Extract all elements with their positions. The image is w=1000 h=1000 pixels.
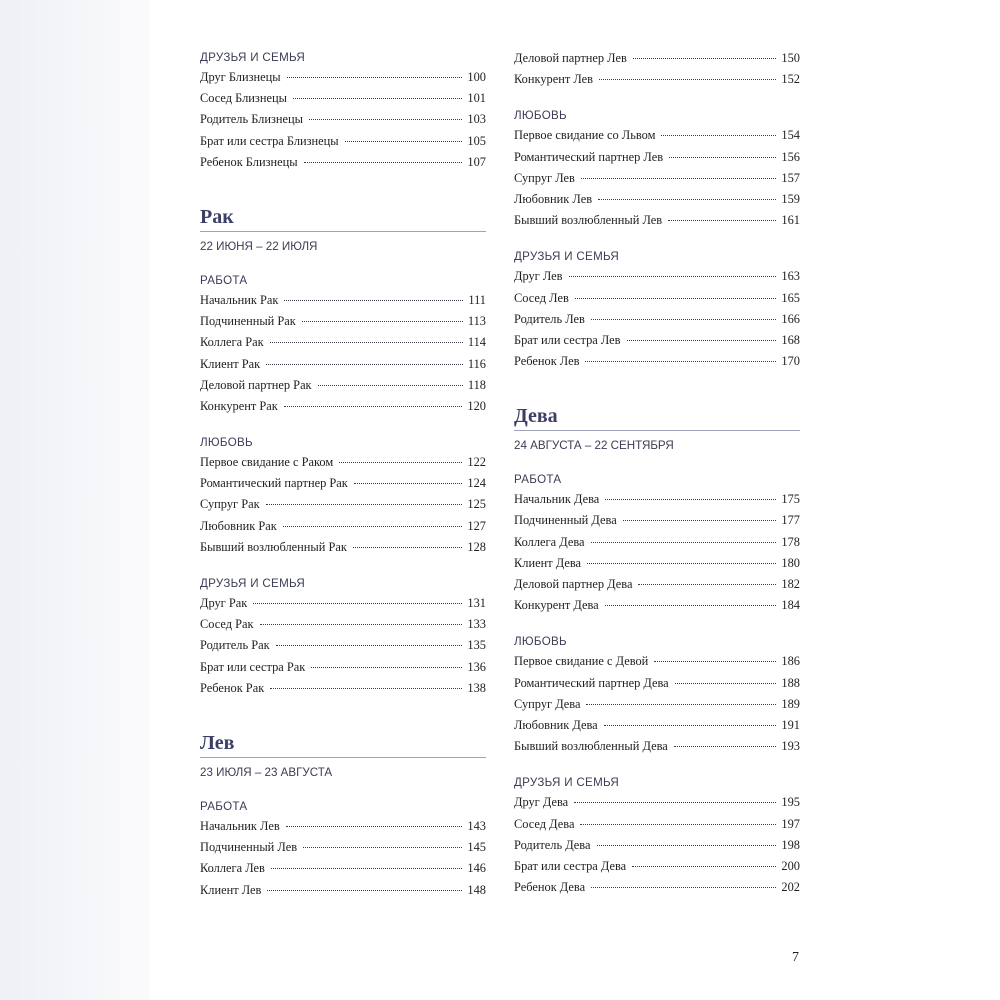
dot-leader <box>284 300 463 301</box>
toc-entry-title: Конкурент Лев <box>514 72 594 87</box>
toc-entry[interactable] <box>200 311 486 332</box>
toc-entry-title: Коллега Лев <box>200 861 265 876</box>
toc-entry-title: Супруг Лев <box>514 170 575 185</box>
toc-entry-page: 202 <box>781 880 800 895</box>
dot-leader <box>311 667 462 668</box>
toc-entry[interactable] <box>514 309 800 330</box>
toc-entry[interactable] <box>200 858 486 879</box>
toc-entry[interactable] <box>200 88 486 109</box>
toc-entry[interactable] <box>514 489 800 510</box>
toc-entry[interactable] <box>200 354 486 375</box>
toc-entry-page: 180 <box>781 555 800 570</box>
toc-entry[interactable] <box>200 452 486 473</box>
toc-entry[interactable] <box>200 396 486 417</box>
toc-entry-page: 184 <box>781 598 800 613</box>
dot-leader <box>271 868 463 869</box>
sign-title: Лев <box>200 731 235 754</box>
toc-entry[interactable] <box>200 473 486 494</box>
toc-entry[interactable] <box>200 516 486 537</box>
toc-entry-title: Друг Рак <box>200 596 248 610</box>
dot-leader <box>587 563 776 564</box>
toc-entry-page: 131 <box>467 596 486 610</box>
toc-entry-title: Брат или сестра Рак <box>200 659 306 674</box>
dot-leader <box>604 725 777 726</box>
dot-leader <box>303 847 462 848</box>
sign-title: Дева <box>514 405 558 428</box>
dot-leader <box>575 298 777 299</box>
toc-entry-title: Сосед Близнецы <box>200 91 287 106</box>
toc-entry-page: 163 <box>781 269 800 284</box>
toc-entry-page: 154 <box>781 128 800 143</box>
sign-date-range: 24 АВГУСТА – 22 СЕНТЯБРЯ <box>514 439 674 453</box>
dot-leader <box>623 520 777 521</box>
toc-entry[interactable] <box>200 880 486 901</box>
toc-entry[interactable] <box>514 48 800 69</box>
toc-entry[interactable] <box>514 694 800 715</box>
dot-leader <box>661 135 776 136</box>
dot-leader <box>669 157 776 158</box>
toc-entry[interactable] <box>514 651 800 672</box>
section-heading: ДРУЗЬЯ И СЕМЬЯ <box>200 51 306 64</box>
toc-entry[interactable] <box>514 510 800 531</box>
toc-entry-page: 156 <box>781 149 800 164</box>
toc-entry[interactable] <box>514 330 800 351</box>
toc-entry[interactable] <box>514 210 800 231</box>
toc-entry-page: 157 <box>781 170 800 185</box>
toc-entry-title: Ребенок Рак <box>200 680 265 695</box>
toc-entry-page: 168 <box>781 332 800 347</box>
toc-entry-page: 188 <box>781 675 800 690</box>
toc-entry[interactable] <box>200 375 486 396</box>
toc-entry-page: 135 <box>467 638 486 653</box>
toc-entry-title: Первое свидание с Девой <box>514 654 649 669</box>
toc-entry-page: 127 <box>467 518 486 533</box>
dot-leader <box>286 826 463 827</box>
toc-entry[interactable] <box>200 109 486 130</box>
dot-leader <box>597 845 777 846</box>
toc-entry[interactable] <box>514 553 800 574</box>
toc-entry-title: Супруг Дева <box>514 696 581 711</box>
toc-entry-title: Сосед Лев <box>514 290 569 305</box>
toc-entry-title: Ребенок Дева <box>514 880 586 895</box>
dot-leader <box>302 321 463 322</box>
toc-entry-page: 133 <box>467 617 486 632</box>
toc-entry-page: 120 <box>467 398 486 413</box>
dot-leader <box>287 77 463 78</box>
dot-leader <box>668 220 776 221</box>
toc-entry-page: 195 <box>781 795 800 810</box>
dot-leader <box>339 462 462 463</box>
toc-entry-title: Начальник Дева <box>514 492 600 507</box>
dot-leader <box>270 688 462 689</box>
toc-entry[interactable] <box>514 835 800 856</box>
toc-entry-title: Деловой партнер Лев <box>514 51 627 65</box>
toc-entry-title: Ребенок Близнецы <box>200 154 298 169</box>
dot-leader <box>309 119 462 120</box>
toc-entry-page: 118 <box>467 377 486 392</box>
toc-entry[interactable] <box>200 494 486 515</box>
dot-leader <box>654 661 776 662</box>
dot-leader <box>580 824 776 825</box>
dot-leader <box>574 802 776 803</box>
toc-entry-page: 114 <box>467 335 486 350</box>
toc-entry-title: Родитель Лев <box>514 311 585 326</box>
dot-leader <box>638 584 776 585</box>
toc-entry-title: Супруг Рак <box>200 497 260 512</box>
toc-entry-title: Первое свидание со Львом <box>514 128 656 143</box>
dot-leader <box>674 746 777 747</box>
dot-leader <box>605 605 777 606</box>
toc-entry-title: Друг Близнецы <box>200 70 281 84</box>
dot-leader <box>675 683 777 684</box>
toc-entry-title: Сосед Дева <box>514 816 575 831</box>
toc-entry-title: Подчиненный Дева <box>514 513 617 528</box>
toc-entry-title: Бывший возлюбленный Рак <box>200 539 347 554</box>
toc-entry-title: Коллега Рак <box>200 335 264 350</box>
toc-entry-page: 166 <box>781 311 800 326</box>
toc-entry[interactable] <box>514 147 800 168</box>
toc-entry-page: 145 <box>467 840 486 855</box>
toc-entry-page: 125 <box>467 497 486 512</box>
page-number: 7 <box>792 950 799 965</box>
toc-entry-title: Конкурент Дева <box>514 598 599 613</box>
toc-entry-page: 100 <box>467 70 486 84</box>
toc-entry[interactable] <box>514 856 800 877</box>
toc-entry-title: Романтический партнер Дева <box>514 675 669 690</box>
dot-leader <box>266 504 463 505</box>
toc-entry-page: 128 <box>467 539 486 554</box>
toc-entry-page: 193 <box>781 739 800 754</box>
toc-entry-title: Первое свидание с Раком <box>200 455 334 470</box>
sign-divider <box>514 430 800 431</box>
toc-entry-page: 138 <box>467 680 486 695</box>
section-heading: ДРУЗЬЯ И СЕМЬЯ <box>514 776 620 790</box>
dot-leader <box>293 98 463 99</box>
toc-entry[interactable] <box>200 635 486 656</box>
toc-entry-page: 148 <box>467 882 486 897</box>
dot-leader <box>354 483 463 484</box>
toc-entry-page: 111 <box>468 292 486 307</box>
toc-entry-title: Друг Лев <box>514 269 563 284</box>
toc-entry-title: Клиент Лев <box>200 882 262 897</box>
toc-entry-page: 105 <box>467 133 486 148</box>
toc-entry-page: 178 <box>781 534 800 549</box>
toc-entry[interactable] <box>200 837 486 858</box>
toc-entry-title: Родитель Близнецы <box>200 112 303 127</box>
dot-leader <box>283 526 463 527</box>
toc-entry-page: 122 <box>467 455 486 470</box>
toc-entry[interactable] <box>514 736 800 757</box>
toc-entry-page: 116 <box>467 356 486 371</box>
dot-leader <box>581 178 777 179</box>
toc-left-column <box>200 48 486 901</box>
toc-entry-page: 101 <box>467 91 486 106</box>
sign-divider <box>200 757 486 758</box>
section-heading: РАБОТА <box>200 799 248 813</box>
dot-leader <box>585 361 776 362</box>
toc-entry-page: 177 <box>781 513 800 528</box>
toc-entry[interactable] <box>514 532 800 553</box>
dot-leader <box>260 624 463 625</box>
toc-entry-title: Родитель Дева <box>514 837 591 852</box>
dot-leader <box>633 58 777 59</box>
toc-entry-title: Ребенок Лев <box>514 354 580 369</box>
toc-entry[interactable] <box>514 673 800 694</box>
dot-leader <box>598 199 776 200</box>
toc-entry-page: 152 <box>781 72 800 87</box>
dot-leader <box>591 319 777 320</box>
toc-entry-page: 159 <box>781 191 800 206</box>
toc-entry-title: Клиент Дева <box>514 555 582 570</box>
toc-entry[interactable] <box>514 189 800 210</box>
toc-entry[interactable] <box>200 537 486 558</box>
toc-entry[interactable] <box>200 152 486 173</box>
toc-entry-title: Любовник Дева <box>514 717 598 732</box>
section-heading: ЛЮБОВЬ <box>514 109 567 123</box>
section-heading: ДРУЗЬЯ И СЕМЬЯ <box>200 577 306 590</box>
dot-leader <box>632 866 776 867</box>
toc-entry-page: 143 <box>467 818 486 833</box>
toc-entry-page: 170 <box>781 354 800 369</box>
toc-entry[interactable] <box>200 614 486 635</box>
toc-entry-page: 150 <box>781 51 800 65</box>
toc-entry-page: 191 <box>781 717 800 732</box>
toc-entry-page: 182 <box>781 577 800 591</box>
toc-entry[interactable] <box>514 168 800 189</box>
dot-leader <box>353 547 463 548</box>
toc-right-column <box>514 48 800 898</box>
toc-entry-title: Друг Дева <box>514 795 569 810</box>
dot-leader <box>345 141 463 142</box>
toc-entry[interactable] <box>514 595 800 616</box>
toc-entry[interactable] <box>514 288 800 309</box>
section-heading: ДРУЗЬЯ И СЕМЬЯ <box>514 250 620 264</box>
page-gutter-shadow <box>0 0 150 1000</box>
section-heading: ЛЮБОВЬ <box>514 635 567 649</box>
toc-entry-page: 124 <box>467 476 486 491</box>
dot-leader <box>599 79 776 80</box>
toc-entry[interactable] <box>514 792 800 813</box>
dot-leader <box>266 364 463 365</box>
toc-entry-title: Бывший возлюбленный Лев <box>514 213 663 228</box>
toc-entry-title: Начальник Рак <box>200 292 279 307</box>
toc-entry-title: Родитель Рак <box>200 638 270 653</box>
toc-entry[interactable] <box>200 657 486 678</box>
sign-date-range: 22 ИЮНЯ – 22 ИЮЛЯ <box>200 239 318 253</box>
dot-leader <box>304 162 463 163</box>
toc-entry-page: 146 <box>467 861 486 876</box>
toc-entry-title: Брат или сестра Близнецы <box>200 133 339 148</box>
toc-entry[interactable] <box>514 125 800 146</box>
dot-leader <box>318 385 463 386</box>
toc-entry-title: Романтический партнер Лев <box>514 149 664 164</box>
toc-entry-title: Коллега Дева <box>514 534 585 549</box>
toc-entry-page: 136 <box>467 659 486 674</box>
toc-entry[interactable] <box>514 814 800 835</box>
toc-entry-title: Деловой партнер Рак <box>200 377 312 392</box>
toc-entry[interactable] <box>200 593 486 614</box>
toc-entry-title: Бывший возлюбленный Дева <box>514 739 668 754</box>
dot-leader <box>284 406 463 407</box>
toc-entry[interactable] <box>514 69 800 90</box>
toc-entry[interactable] <box>200 816 486 837</box>
dot-leader <box>270 342 463 343</box>
toc-entry-page: 113 <box>467 314 486 329</box>
sign-date-range: 23 ИЮЛЯ – 23 АВГУСТА <box>200 765 333 779</box>
toc-entry-title: Романтический партнер Рак <box>200 476 348 491</box>
toc-entry-page: 198 <box>781 837 800 852</box>
toc-entry-title: Начальник Лев <box>200 818 280 833</box>
toc-entry-title: Подчиненный Лев <box>200 840 298 855</box>
toc-entry[interactable] <box>200 678 486 699</box>
toc-entry-title: Брат или сестра Дева <box>514 858 627 873</box>
toc-entry[interactable] <box>200 290 486 311</box>
toc-entry-page: 103 <box>467 112 486 127</box>
toc-entry-page: 107 <box>467 154 486 169</box>
section-heading: РАБОТА <box>514 473 562 487</box>
section-heading: РАБОТА <box>200 273 248 287</box>
toc-entry-title: Конкурент Рак <box>200 398 278 413</box>
toc-entry-page: 200 <box>781 858 800 873</box>
dot-leader <box>591 542 777 543</box>
toc-entry[interactable] <box>200 67 486 88</box>
toc-entry[interactable] <box>514 715 800 736</box>
toc-entry[interactable] <box>200 332 486 353</box>
dot-leader <box>253 603 462 604</box>
dot-leader <box>586 704 776 705</box>
dot-leader <box>569 276 777 277</box>
toc-entry[interactable] <box>514 574 800 595</box>
toc-entry[interactable] <box>514 877 800 898</box>
toc-entry[interactable] <box>200 131 486 152</box>
toc-entry[interactable] <box>514 266 800 287</box>
dot-leader <box>267 890 462 891</box>
toc-entry-title: Деловой партнер Дева <box>514 577 633 591</box>
toc-entry-page: 186 <box>781 654 800 669</box>
toc-entry-page: 161 <box>781 213 800 228</box>
toc-entry-title: Клиент Рак <box>200 356 261 371</box>
dot-leader <box>605 499 776 500</box>
toc-entry-page: 189 <box>781 696 800 711</box>
sign-divider <box>200 231 486 232</box>
dot-leader <box>591 887 776 888</box>
dot-leader <box>627 340 777 341</box>
toc-entry-title: Подчиненный Рак <box>200 314 296 329</box>
toc-entry[interactable] <box>514 351 800 372</box>
toc-entry-page: 165 <box>781 290 800 305</box>
toc-entry-title: Любовник Рак <box>200 518 277 533</box>
toc-entry-title: Сосед Рак <box>200 617 254 632</box>
toc-page <box>150 0 1000 1000</box>
toc-entry-page: 175 <box>781 492 800 507</box>
dot-leader <box>276 645 463 646</box>
sign-title: Рак <box>200 205 234 228</box>
toc-entry-title: Брат или сестра Лев <box>514 332 621 347</box>
toc-entry-page: 197 <box>781 816 800 831</box>
toc-entry-title: Любовник Лев <box>514 191 593 206</box>
section-heading: ЛЮБОВЬ <box>200 436 253 450</box>
